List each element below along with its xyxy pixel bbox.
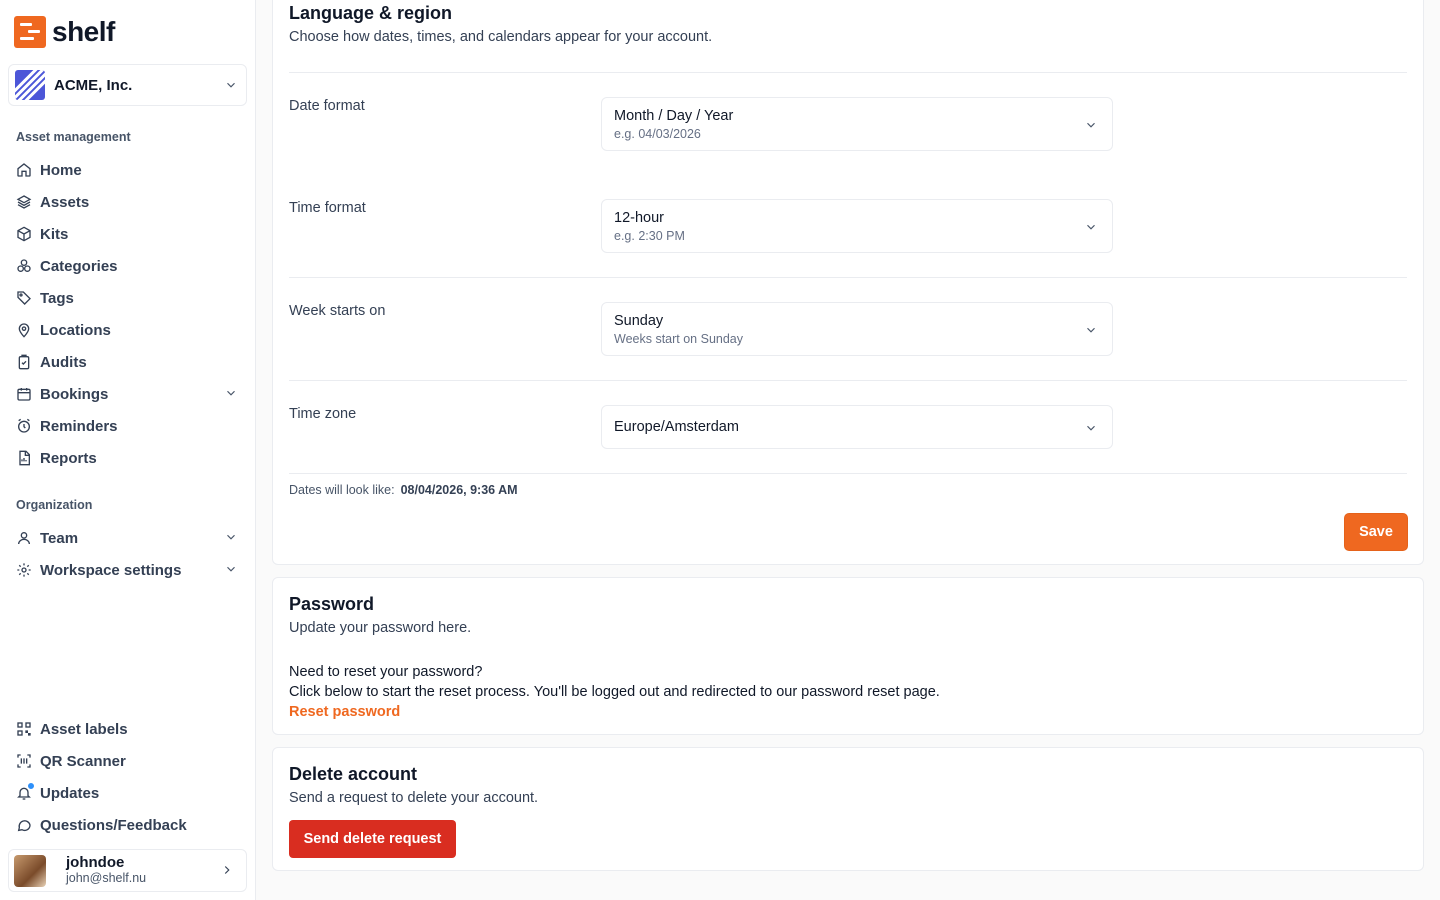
week-start-select[interactable]: [601, 302, 1113, 356]
location-pin-icon: [16, 322, 32, 338]
time-format-label: Time format: [289, 200, 366, 216]
assets-icon: [16, 194, 32, 210]
tag-icon: [16, 290, 32, 306]
chevron-down-icon[interactable]: [224, 386, 238, 400]
sidebar-item-label: Locations: [40, 321, 111, 339]
divider: [289, 72, 1407, 73]
sidebar-item-reports[interactable]: [16, 444, 242, 472]
org-switcher[interactable]: [8, 64, 247, 106]
divider: [289, 380, 1407, 381]
sidebar-item-label: Tags: [40, 289, 74, 307]
user-email: john@shelf.nu: [66, 871, 147, 886]
section-title: Delete account: [289, 764, 418, 784]
save-button[interactable]: Save: [1344, 513, 1408, 551]
date-preview: [289, 483, 518, 497]
preview-label: Dates will look like:: [289, 483, 395, 497]
sidebar-item-categories[interactable]: [16, 252, 242, 280]
sidebar-item-questions-feedback[interactable]: [16, 811, 242, 839]
chevron-down-icon: [1084, 421, 1098, 435]
chevron-down-icon[interactable]: [224, 562, 238, 576]
gear-icon: [16, 562, 32, 578]
reset-description: Click below to start the reset process. You'll be logged out and redirected to our password reset page.: [289, 684, 940, 700]
notification-dot: [27, 782, 35, 790]
section-subtitle: Choose how dates, times, and calendars appear for your account.: [289, 29, 713, 45]
time-zone-select[interactable]: [601, 405, 1113, 449]
sidebar-item-assets[interactable]: [16, 188, 242, 216]
sidebar-item-locations[interactable]: [16, 316, 242, 344]
reset-password-link[interactable]: Reset password: [289, 704, 401, 720]
select-value: Sunday: [614, 313, 664, 329]
select-hint: e.g. 04/03/2026: [614, 127, 701, 141]
select-hint: Weeks start on Sunday: [614, 332, 744, 346]
date-format-select[interactable]: [601, 97, 1113, 151]
sidebar: [0, 0, 256, 900]
sidebar-item-tags[interactable]: [16, 284, 242, 312]
sidebar-item-label: Kits: [40, 225, 69, 243]
chevron-down-icon: [1084, 118, 1098, 132]
divider: [289, 473, 1407, 474]
sidebar-item-label: Reminders: [40, 417, 118, 435]
sidebar-item-reminders[interactable]: [16, 412, 242, 440]
user-menu[interactable]: [8, 849, 247, 892]
avatar: [14, 855, 46, 887]
sidebar-item-label: Updates: [40, 784, 100, 802]
scan-icon: [16, 753, 32, 769]
select-hint: e.g. 2:30 PM: [614, 229, 685, 243]
sidebar-item-label: Audits: [40, 353, 87, 371]
chevron-down-icon[interactable]: [224, 530, 238, 544]
org-avatar: [15, 70, 45, 100]
date-format-label: Date format: [289, 98, 365, 114]
qr-grid-icon: [16, 721, 32, 737]
categories-icon: [16, 258, 32, 274]
section-subtitle: Update your password here.: [289, 620, 472, 636]
user-icon: [16, 530, 32, 546]
week-start-label: Week starts on: [289, 303, 386, 319]
sidebar-item-kits[interactable]: [16, 220, 242, 248]
kits-icon: [16, 226, 32, 242]
chevron-right-icon: [220, 863, 234, 877]
section-title: Language & region: [289, 3, 453, 23]
select-value: 12-hour: [614, 210, 664, 226]
sidebar-item-label: Team: [40, 529, 79, 547]
chat-bubble-icon: [16, 817, 32, 833]
section-title: Password: [289, 594, 375, 614]
password-card: [272, 577, 1424, 735]
org-name: ACME, Inc.: [54, 76, 133, 94]
sidebar-item-qr-scanner[interactable]: [16, 747, 242, 775]
select-value: Europe/Amsterdam: [614, 419, 739, 435]
sidebar-item-asset-labels[interactable]: [16, 715, 242, 743]
sidebar-item-audits[interactable]: [16, 348, 242, 376]
sidebar-item-workspace-settings[interactable]: [16, 556, 242, 584]
sidebar-item-label: Asset labels: [40, 720, 128, 738]
home-icon: [16, 162, 32, 178]
section-label-organization: Organization: [16, 498, 93, 512]
sidebar-item-label: Assets: [40, 193, 90, 211]
sidebar-item-label: Categories: [40, 257, 118, 275]
chevron-down-icon: [1084, 220, 1098, 234]
time-format-select[interactable]: [601, 199, 1113, 253]
shelf-logo-icon: [14, 16, 46, 48]
preview-value: 08/04/2026, 9:36 AM: [400, 483, 518, 497]
sidebar-item-label: Workspace settings: [40, 561, 182, 579]
sidebar-item-home[interactable]: [16, 156, 242, 184]
delete-account-card: [272, 747, 1424, 871]
section-subtitle: Send a request to delete your account.: [289, 790, 539, 806]
reset-question: Need to reset your password?: [289, 664, 483, 680]
user-name: johndoe: [66, 853, 125, 871]
sidebar-item-label: Reports: [40, 449, 97, 467]
sidebar-item-updates[interactable]: [16, 779, 242, 807]
chevron-down-icon: [224, 78, 238, 92]
sidebar-item-label: QR Scanner: [40, 752, 126, 770]
select-value: Month / Day / Year: [614, 108, 734, 124]
brand-name: shelf: [52, 16, 115, 47]
divider: [289, 277, 1407, 278]
brand-logo[interactable]: [14, 16, 115, 48]
clipboard-icon: [16, 354, 32, 370]
bell-icon: [16, 785, 32, 801]
sidebar-item-label: Home: [40, 161, 82, 179]
calendar-icon: [16, 386, 32, 402]
section-label-asset-management: Asset management: [16, 130, 131, 144]
alarm-clock-icon: [16, 418, 32, 434]
send-delete-request-button[interactable]: Send delete request: [289, 820, 456, 858]
sidebar-item-team[interactable]: [16, 524, 242, 552]
sidebar-item-bookings[interactable]: [16, 380, 242, 408]
sidebar-item-label: Questions/Feedback: [40, 816, 187, 834]
sidebar-item-label: Bookings: [40, 385, 109, 403]
time-zone-label: Time zone: [289, 406, 357, 422]
language-region-card: [272, 0, 1424, 565]
chevron-down-icon: [1084, 323, 1098, 337]
report-icon: [16, 450, 32, 466]
